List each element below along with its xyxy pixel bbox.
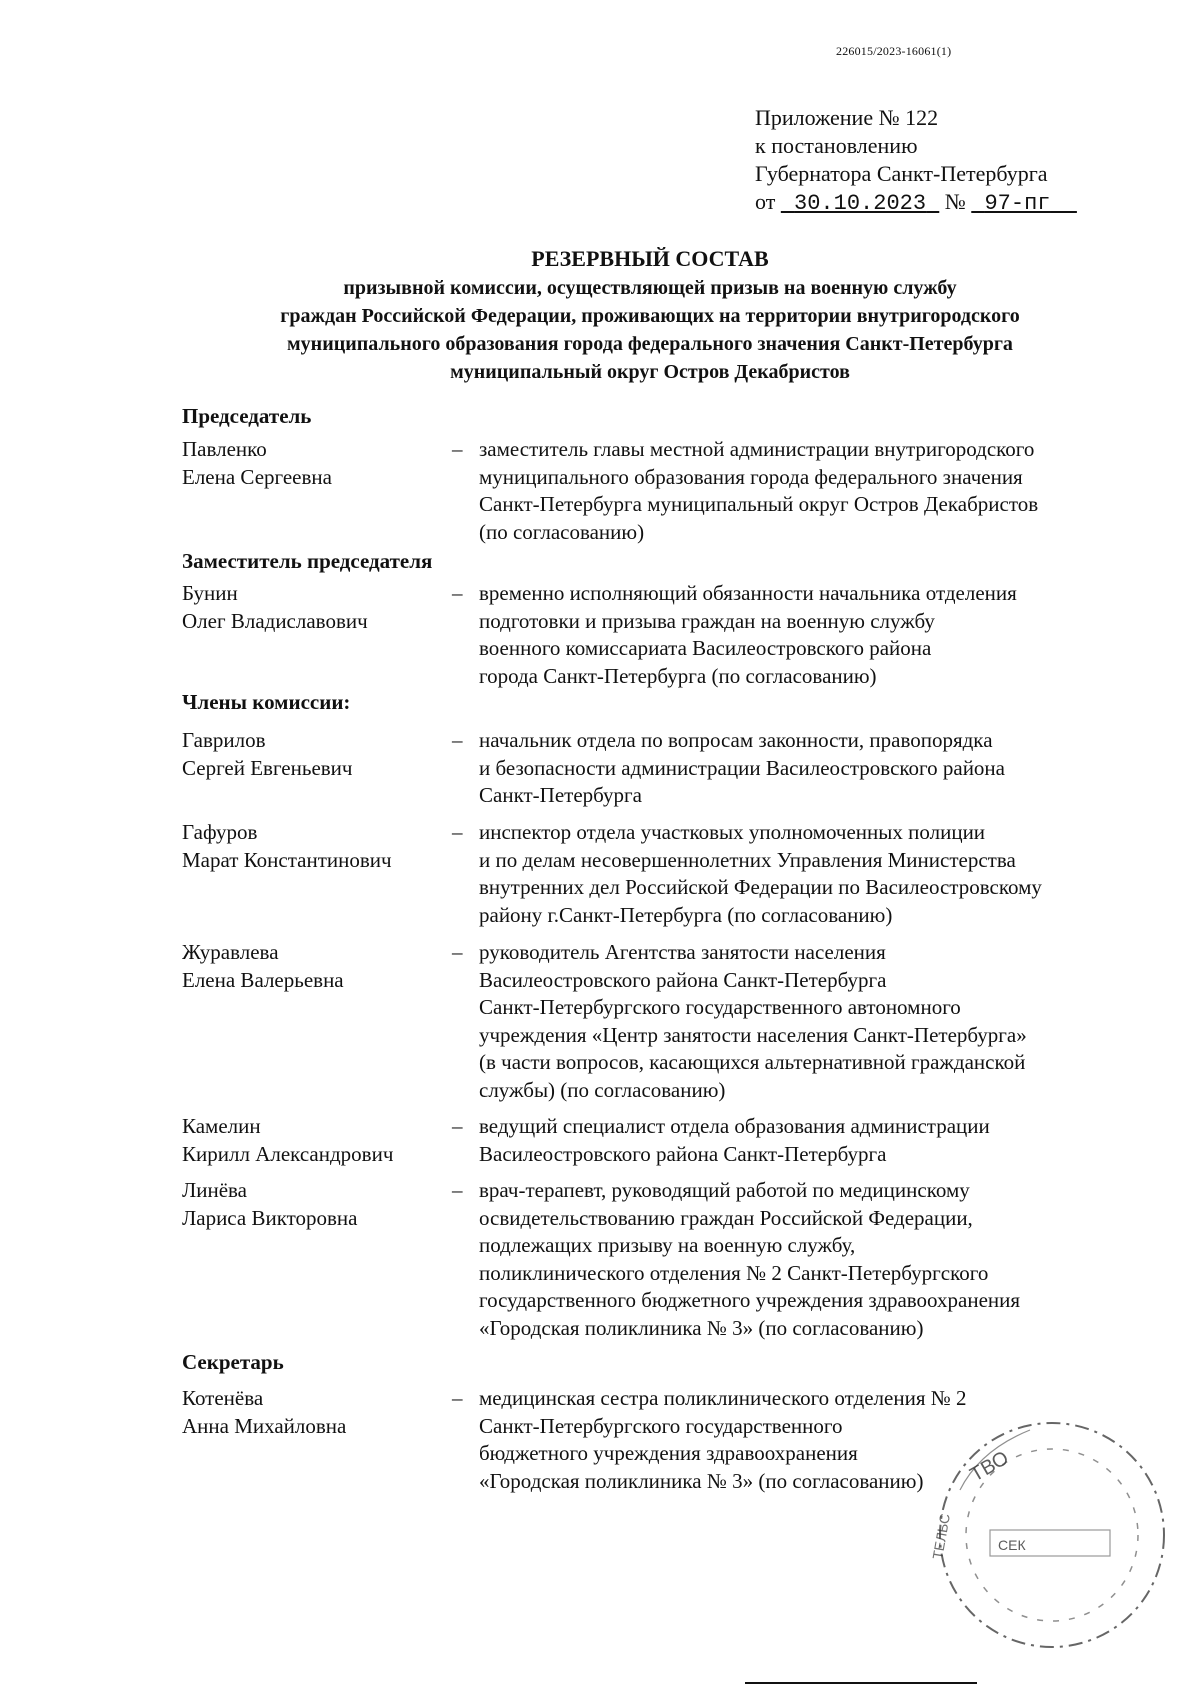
member-name: Камелин Кирилл Александрович [182, 1114, 394, 1166]
member-name: Журавлева Елена Валерьевна [182, 940, 344, 992]
member-name: Павленко Елена Сергеевна [182, 437, 332, 489]
member-name: Гафуров Марат Константинович [182, 820, 392, 872]
from-label: от [755, 189, 776, 214]
member-position: инспектор отдела участковых уполномоченных полиции и по делам несовершеннолетних Управления Министерства внутренних дел Российской Федерации по Василеостровскому району г.Санкт-Петербурга (по согласованию) [479, 820, 1042, 927]
appendix-to-resolution: к постановлению [755, 133, 918, 158]
member-position: начальник отдела по вопросам законности, правопорядка и безопасности администрации Василеостровского района Санкт-Петербурга [479, 728, 1005, 807]
member-position: врач-терапевт, руководящий работой по медицинскому освидетельствованию граждан Российской Федерации, подлежащих призыву на военную службу, поликлинического отделения № 2 Санкт-Петербургского государственного бюджетного учреждения здравоохранения «Городская поликлиника № 3» (по согласованию) [479, 1178, 1021, 1340]
subtitle-line: призывной комиссии, осуществляющей призыв на военную службу [343, 277, 957, 299]
dash: – [452, 581, 463, 605]
bottom-rule [745, 1682, 977, 1684]
document-title-block [150, 244, 1150, 386]
member-name: Линёва Лариса Викторовна [182, 1178, 358, 1230]
dash: – [452, 1178, 463, 1202]
svg-text:ТВО: ТВО [966, 1447, 1013, 1487]
dash: – [452, 437, 463, 461]
subtitle-line: граждан Российской Федерации, проживающих на территории внутригородского [280, 305, 1020, 327]
resolution-date: 30.10.2023 [794, 191, 927, 216]
member-position: заместитель главы местной администрации внутригородского муниципального образования города федерального значения Санкт-Петербурга муниципальный округ Остров Декабристов (по согласованию) [479, 437, 1039, 544]
member-position: временно исполняющий обязанности начальника отделения подготовки и призыва граждан на военную службу военного комиссариата Василеостровского района города Санкт-Петербурга (по согласованию) [479, 581, 1017, 688]
section-chair-heading: Председатель [182, 404, 312, 428]
subtitle-line: муниципальный округ Остров Декабристов [450, 361, 850, 383]
dash: – [452, 1386, 463, 1410]
seal-text: СЕК [998, 1537, 1026, 1553]
number-label: № [944, 189, 966, 214]
dash: – [452, 820, 463, 844]
registration-number: 226015/2023-16061(1) [836, 44, 952, 58]
member-name: Котенёва Анна Михайловна [182, 1386, 347, 1438]
member-name: Бунин Олег Владиславович [182, 581, 368, 633]
section-secretary-heading: Секретарь [182, 1350, 284, 1374]
member-name: Гаврилов Сергей Евгеньевич [182, 728, 353, 780]
member-position: руководитель Агентства занятости населения Василеостровского района Санкт-Петербурга Санкт-Петербургского государственного автономного учреждения «Центр занятости населения Санкт-Петербурга» (в части вопросов, касающихся альтернативной гражданской службы) (по согласованию) [479, 940, 1027, 1102]
official-seal-icon [920, 1410, 1180, 1650]
svg-text:ТЕЛЬС: ТЕЛЬС [929, 1512, 953, 1561]
appendix-block [755, 104, 1077, 218]
subtitle-line: муниципального образования города федерального значения Санкт-Петербурга [287, 333, 1013, 355]
member-position: ведущий специалист отдела образования администрации Василеостровского района Санкт-Петербурга [479, 1114, 990, 1166]
section-deputy-heading: Заместитель председателя [182, 549, 433, 573]
appendix-governor: Губернатора Санкт-Петербурга [755, 161, 1048, 186]
appendix-date-line [755, 188, 1077, 218]
document-title: РЕЗЕРВНЫЙ СОСТАВ [531, 246, 769, 271]
section-members-heading: Члены комиссии: [182, 690, 351, 714]
member-position: медицинская сестра поликлинического отделения № 2 Санкт-Петербургского государственного бюджетного учреждения здравоохранения «Городская поликлиника № 3» (по согласованию) [479, 1386, 967, 1493]
dash: – [452, 1114, 463, 1138]
resolution-number: 97-пг [984, 191, 1051, 216]
appendix-number: Приложение № 122 [755, 105, 939, 130]
dash: – [452, 728, 463, 752]
dash: – [452, 940, 463, 964]
